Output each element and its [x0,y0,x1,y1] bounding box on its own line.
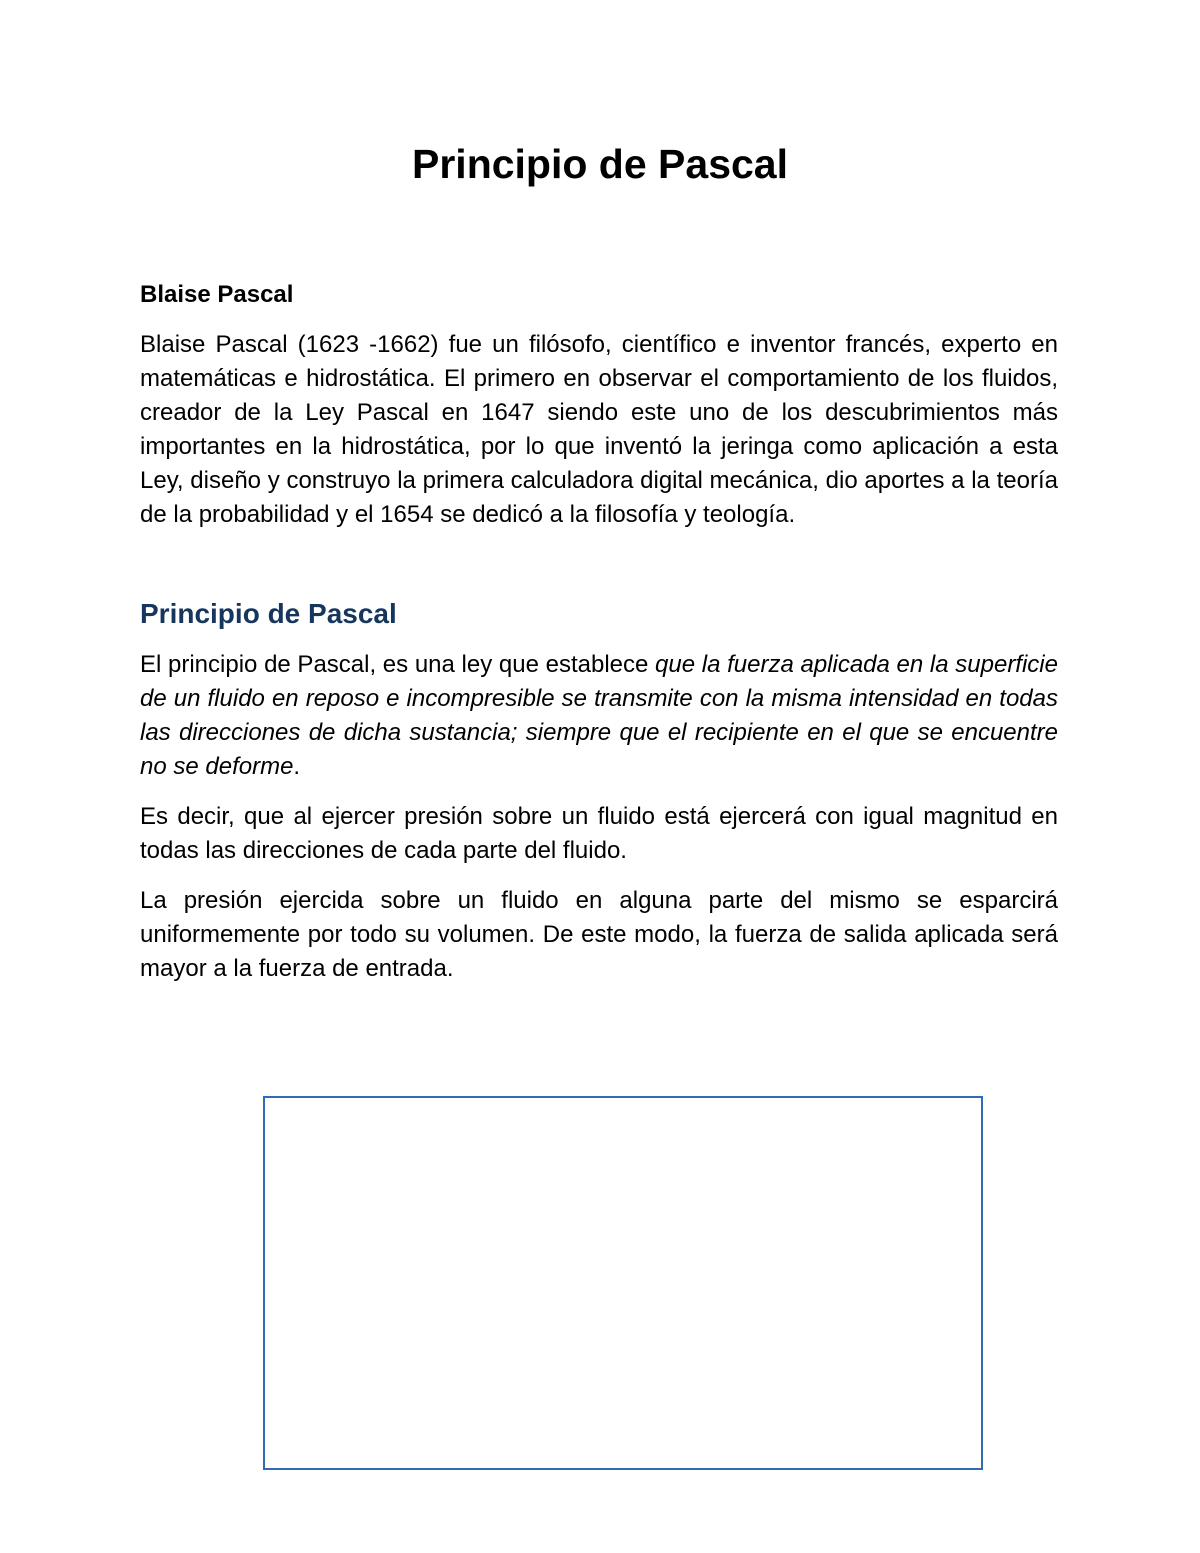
definition-intro: El principio de Pascal, es una ley que establece [140,651,656,678]
figure-frame [263,1096,983,1470]
bio-heading: Blaise Pascal [140,281,294,308]
definition-paragraph [140,648,1058,784]
bio-paragraph: Blaise Pascal (1623 -1662) fue un filósofo, científico e inventor francés, experto en matemáticas e hidrostática. El primero en observar el comportamiento de los fluidos, creador de la Ley Pascal en 1647 siendo este uno de los descubrimientos más importantes en la hidrostática, por lo que inventó la jeringa como aplicación a esta Ley, diseño y construyo la primera calculadora digital mecánica, dio aportes a la teoría de la probabilidad y el 1654 se dedicó a la filosofía y teología. [140,331,1058,528]
explanation-paragraph: Es decir, que al ejercer presión sobre un fluido está ejercerá con igual magnitud en todas las direcciones de cada parte del fluido. [140,803,1058,864]
document-body [140,278,1058,986]
page-title: Principio de Pascal [412,141,788,187]
pressure-paragraph: La presión ejercida sobre un fluido en alguna parte del mismo se esparcirá uniformemente por todo su volumen. De este modo, la fuerza de salida aplicada será mayor a la fuerza de entrada. [140,887,1058,982]
section-heading: Principio de Pascal [140,598,397,629]
definition-italic: que la fuerza aplicada en la superficie de un fluido en reposo e incompresible se transmite con la misma intensidad en todas las direcciones de dicha sustancia; siempre que el recipiente en el que se encuentre no se deforme [140,651,1058,780]
definition-end: . [293,753,301,780]
